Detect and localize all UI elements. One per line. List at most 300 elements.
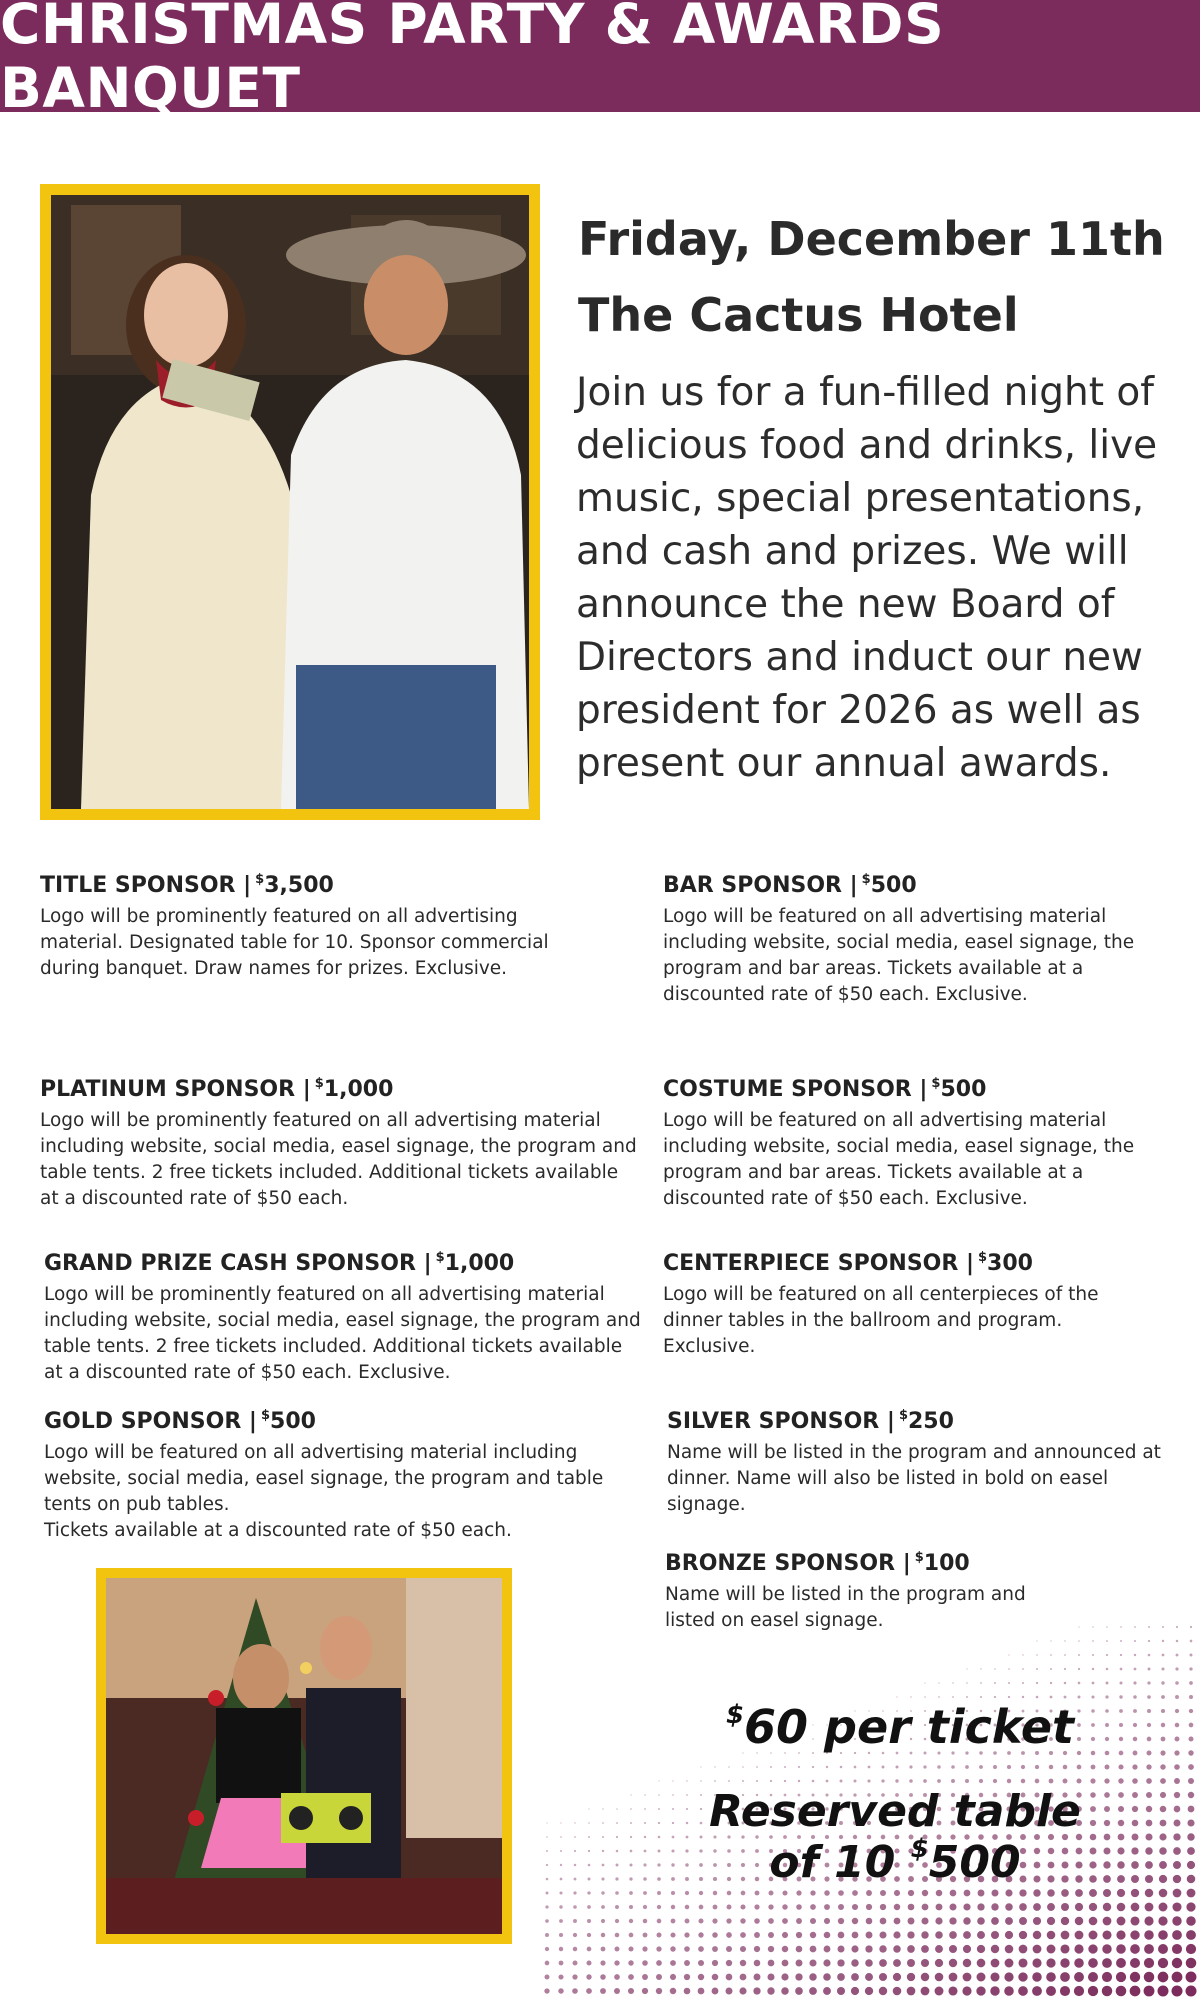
- halftone-dot: [644, 1822, 646, 1824]
- halftone-dot: [781, 1987, 789, 1995]
- halftone-dot: [1176, 1626, 1178, 1628]
- halftone-dot: [1008, 1654, 1009, 1655]
- halftone-dot: [670, 1960, 676, 1966]
- sponsor-grand-prize: [44, 1250, 644, 1386]
- halftone-dot: [1134, 1668, 1137, 1671]
- halftone-dot: [1106, 1626, 1108, 1628]
- sponsor-bar-name: BAR SPONSOR |: [663, 873, 858, 898]
- halftone-dot: [993, 1779, 997, 1783]
- halftone-dot: [1117, 1875, 1125, 1883]
- halftone-dot: [1120, 1668, 1123, 1671]
- halftone-dot: [1116, 1958, 1126, 1968]
- halftone-dot: [686, 1780, 687, 1781]
- halftone-dot: [1176, 1654, 1179, 1657]
- halftone-dot: [1060, 1972, 1070, 1982]
- halftone-dot: [977, 1945, 985, 1953]
- halftone-dot: [1061, 1903, 1069, 1911]
- halftone-dot: [854, 1766, 857, 1769]
- halftone-dot: [670, 1974, 676, 1980]
- halftone-dot: [1174, 1820, 1181, 1827]
- halftone-dot: [824, 1946, 831, 1953]
- halftone-dot: [1131, 1847, 1138, 1854]
- halftone-dot: [587, 1891, 590, 1894]
- halftone-dot: [991, 1931, 999, 1939]
- halftone-dot: [907, 1973, 915, 1981]
- halftone-dot: [1146, 1778, 1152, 1784]
- halftone-dot: [658, 1822, 660, 1824]
- halftone-dot: [656, 1960, 662, 1966]
- halftone-dot: [726, 1946, 732, 1952]
- halftone-dot: [1050, 1654, 1052, 1656]
- halftone-dot: [1188, 1764, 1194, 1770]
- halftone-dot: [573, 1933, 577, 1937]
- halftone-dot: [1119, 1681, 1122, 1684]
- halftone-dot: [1161, 1737, 1166, 1742]
- halftone-dot: [629, 1905, 633, 1909]
- halftone-dot: [1159, 1889, 1168, 1898]
- halftone-dot: [684, 1960, 690, 1966]
- halftone-dot: [851, 1987, 859, 1995]
- halftone-dot: [1088, 1972, 1098, 1982]
- halftone-dot: [546, 1850, 548, 1852]
- halftone-dot: [629, 1933, 634, 1938]
- halftone-dot: [1119, 1751, 1124, 1756]
- halftone-dot: [657, 1919, 662, 1924]
- halftone-dot: [1187, 1861, 1195, 1869]
- halftone-dot: [1174, 1764, 1180, 1770]
- halftone-dot: [1120, 1640, 1122, 1642]
- halftone-dot: [1186, 1986, 1197, 1997]
- halftone-dot: [921, 1931, 928, 1938]
- halftone-dot: [893, 1945, 901, 1953]
- halftone-dot: [560, 1836, 562, 1838]
- sponsor-silver: [667, 1408, 1187, 1518]
- halftone-dot: [546, 1836, 548, 1838]
- halftone-dot: [572, 1974, 577, 1979]
- halftone-dot: [921, 1945, 929, 1953]
- halftone-dot: [1174, 1792, 1180, 1798]
- halftone-dot: [740, 1904, 745, 1909]
- halftone-dot: [795, 1973, 802, 1980]
- halftone-dot: [1004, 1986, 1014, 1996]
- halftone-dot: [1118, 1764, 1123, 1769]
- halftone-dot: [854, 1780, 857, 1783]
- halftone-dot: [1105, 1737, 1109, 1741]
- halftone-dot: [935, 1959, 943, 1967]
- halftone-dot: [712, 1918, 717, 1923]
- halftone-dot: [1036, 1668, 1038, 1670]
- halftone-dot: [879, 1973, 887, 1981]
- halftone-dot: [796, 1904, 802, 1910]
- halftone-dot: [1047, 1917, 1055, 1925]
- halftone-dot: [838, 1904, 844, 1910]
- halftone-dot: [1172, 1986, 1183, 1997]
- halftone-dot: [1089, 1889, 1097, 1897]
- halftone-dot: [1130, 1958, 1140, 1968]
- sponsor-centerpiece: [663, 1250, 1103, 1360]
- halftone-dot: [1060, 1986, 1070, 1996]
- halftone-dot: [684, 1988, 691, 1995]
- halftone-dot: [1091, 1695, 1094, 1698]
- halftone-dot: [991, 1959, 1000, 1968]
- halftone-dot: [810, 1890, 815, 1895]
- sponsor-gold-amount: 500: [270, 1409, 316, 1434]
- sponsor-silver-currency: $: [898, 1408, 908, 1423]
- halftone-dot: [1187, 1833, 1194, 1840]
- halftone-dot: [1186, 1902, 1195, 1911]
- halftone-dot: [601, 1891, 604, 1894]
- halftone-dot: [1105, 1723, 1109, 1727]
- halftone-dot: [671, 1905, 675, 1909]
- halftone-dot: [1064, 1696, 1067, 1699]
- halftone-dot: [1174, 1806, 1181, 1813]
- halftone-dot: [894, 1918, 901, 1925]
- halftone-dot: [657, 1891, 661, 1895]
- halftone-dot: [1036, 1654, 1038, 1656]
- ticket-currency: $: [725, 1700, 745, 1730]
- halftone-dot: [672, 1780, 673, 1781]
- halftone-dot: [1189, 1667, 1192, 1670]
- halftone-dot: [935, 1945, 943, 1953]
- halftone-dot: [672, 1794, 674, 1796]
- halftone-dot: [573, 1961, 578, 1966]
- halftone-dot: [1145, 1847, 1152, 1854]
- halftone-dot: [1102, 1972, 1112, 1982]
- halftone-dot: [796, 1890, 801, 1895]
- halftone-dot: [907, 1931, 914, 1938]
- halftone-dot: [714, 1780, 716, 1782]
- halftone-dot: [1060, 1958, 1069, 1967]
- halftone-dot: [614, 1974, 620, 1980]
- halftone-dot: [1144, 1930, 1153, 1939]
- halftone-dot: [924, 1682, 925, 1683]
- sponsor-gold-name: GOLD SPONSOR |: [44, 1409, 257, 1434]
- halftone-dot: [657, 1905, 661, 1909]
- sponsor-grand-prize-currency: $: [435, 1250, 445, 1265]
- halftone-dot: [1188, 1736, 1193, 1741]
- halftone-dot: [949, 1917, 956, 1924]
- halftone-dot: [630, 1850, 633, 1853]
- halftone-dot: [784, 1766, 786, 1768]
- halftone-dot: [1147, 1695, 1151, 1699]
- halftone-dot: [588, 1836, 590, 1838]
- halftone-dot: [1019, 1889, 1026, 1896]
- halftone-dot: [1131, 1903, 1140, 1912]
- halftone-dot: [921, 1973, 929, 1981]
- halftone-dot: [1104, 1820, 1110, 1826]
- halftone-dot: [812, 1766, 814, 1768]
- halftone-dot: [991, 1903, 998, 1910]
- halftone-dot: [838, 1918, 844, 1924]
- sponsor-costume-currency: $: [931, 1076, 941, 1091]
- halftone-dot: [1004, 1972, 1013, 1981]
- halftone-dot: [1090, 1778, 1095, 1783]
- halftone-dot: [1046, 1958, 1055, 1967]
- halftone-dot: [1119, 1737, 1123, 1741]
- halftone-dot: [936, 1904, 943, 1911]
- halftone-dot: [866, 1890, 872, 1896]
- halftone-dot: [588, 1822, 590, 1824]
- halftone-dot: [1159, 1833, 1166, 1840]
- halftone-dot: [938, 1682, 939, 1683]
- halftone-dot: [963, 1959, 972, 1968]
- halftone-dot: [712, 1974, 719, 1981]
- halftone-dot: [1078, 1682, 1081, 1685]
- event-venue: The Cactus Hotel: [578, 288, 1019, 342]
- halftone-dot: [670, 1946, 675, 1951]
- halftone-dot: [658, 1808, 660, 1810]
- halftone-dot: [922, 1904, 929, 1911]
- halftone-dot: [838, 1890, 844, 1896]
- halftone-dot: [1033, 1931, 1041, 1939]
- halftone-dot: [993, 1765, 997, 1769]
- halftone-dot: [1133, 1709, 1137, 1713]
- halftone-dot: [907, 1959, 915, 1967]
- halftone-dot: [770, 1780, 772, 1782]
- halftone-dot: [965, 1779, 969, 1783]
- halftone-dot: [1102, 1944, 1111, 1953]
- halftone-dot: [573, 1891, 576, 1894]
- halftone-dot: [587, 1919, 591, 1923]
- halftone-dot: [910, 1696, 911, 1697]
- halftone-dot: [1173, 1889, 1182, 1898]
- halftone-dot: [1146, 1792, 1152, 1798]
- halftone-dot: [1161, 1695, 1165, 1699]
- halftone-dot: [1103, 1917, 1112, 1926]
- halftone-dot: [1190, 1640, 1193, 1643]
- halftone-dot: [657, 1933, 662, 1938]
- sponsor-gold-desc2: Tickets available at a discounted rate of $50 each.: [44, 1520, 512, 1541]
- halftone-dot: [1075, 1931, 1084, 1940]
- sponsor-gold: [44, 1408, 644, 1544]
- halftone-dot: [1147, 1751, 1152, 1756]
- sponsor-title-amount: 3,500: [264, 873, 334, 898]
- halftone-dot: [600, 1960, 605, 1965]
- halftone-dot: [1103, 1875, 1111, 1883]
- sponsor-platinum: [40, 1076, 640, 1212]
- halftone-dot: [671, 1863, 674, 1866]
- halftone-dot: [628, 1988, 634, 1994]
- halftone-dot: [573, 1947, 578, 1952]
- halftone-dot: [1047, 1945, 1056, 1954]
- halftone-dot: [1172, 1902, 1181, 1911]
- halftone-dot: [685, 1877, 689, 1881]
- halftone-dot: [1050, 1668, 1052, 1670]
- halftone-dot: [1074, 1986, 1084, 1996]
- halftone-dot: [1102, 1930, 1111, 1939]
- halftone-dot: [740, 1932, 746, 1938]
- halftone-dot: [698, 1988, 705, 1995]
- halftone-dot: [1035, 1765, 1039, 1769]
- halftone-dot: [937, 1765, 940, 1768]
- halftone-dot: [671, 1849, 674, 1852]
- sponsor-bar-heading: [663, 872, 1183, 898]
- halftone-dot: [558, 1974, 563, 1979]
- halftone-dot: [823, 1987, 831, 1995]
- halftone-dot: [768, 1904, 773, 1909]
- halftone-dot: [823, 1973, 831, 1981]
- halftone-dot: [1088, 1944, 1097, 1953]
- halftone-dot: [1118, 1806, 1124, 1812]
- halftone-dot: [1119, 1695, 1122, 1698]
- halftone-dot: [990, 1986, 999, 1995]
- halftone-dot: [769, 1891, 774, 1896]
- halftone-dot: [782, 1960, 789, 1967]
- halftone-dot: [1033, 1945, 1042, 1954]
- halftone-dot: [1036, 1696, 1039, 1699]
- halftone-dot: [1190, 1654, 1193, 1657]
- halftone-dot: [629, 1891, 633, 1895]
- halftone-dot: [796, 1918, 802, 1924]
- halftone-dot: [725, 1987, 732, 1994]
- halftone-dot: [837, 1959, 844, 1966]
- halftone-dot: [545, 1947, 549, 1951]
- halftone-dot: [810, 1904, 816, 1910]
- halftone-dot: [1175, 1667, 1178, 1670]
- halftone-dot: [865, 1987, 873, 1995]
- halftone-dot: [601, 1933, 605, 1937]
- halftone-dot: [1118, 1834, 1125, 1841]
- sponsor-silver-amount: 250: [908, 1409, 954, 1434]
- halftone-dot: [615, 1947, 620, 1952]
- halftone-dot: [546, 1864, 548, 1866]
- halftone-dot: [1102, 1958, 1112, 1968]
- halftone-dot: [728, 1766, 730, 1768]
- halftone-dot: [893, 1959, 901, 1967]
- halftone-dot: [796, 1960, 803, 1967]
- halftone-dot: [740, 1960, 746, 1966]
- halftone-dot: [1022, 1696, 1024, 1698]
- halftone-dot: [1130, 1972, 1140, 1982]
- halftone-dot: [879, 1931, 886, 1938]
- halftone-dot: [600, 1974, 606, 1980]
- halftone-dot: [1005, 1903, 1013, 1911]
- halftone-dot: [880, 1904, 886, 1910]
- sponsor-centerpiece-desc: Logo will be featured on all centerpieces of the dinner tables in the ballroom and program. Exclusive.: [663, 1284, 1099, 1357]
- halftone-dot: [1077, 1765, 1082, 1770]
- halftone-dot: [684, 1946, 690, 1952]
- halftone-dot: [1134, 1654, 1136, 1656]
- halftone-dot: [728, 1780, 730, 1782]
- halftone-dot: [1018, 1958, 1027, 1967]
- halftone-dot: [1005, 1945, 1014, 1954]
- halftone-dot: [1172, 1972, 1183, 1983]
- halftone-dot: [979, 1765, 983, 1769]
- halftone-dot: [686, 1808, 688, 1810]
- halftone-dot: [545, 1933, 549, 1937]
- halftone-dot: [782, 1946, 789, 1953]
- halftone-dot: [672, 1808, 674, 1810]
- halftone-dot: [1074, 1944, 1083, 1953]
- halftone-dot: [1032, 1986, 1042, 1996]
- halftone-dot: [545, 1961, 550, 1966]
- halftone-dot: [712, 1988, 719, 1995]
- halftone-dot: [921, 1917, 928, 1924]
- halftone-dot: [670, 1932, 675, 1937]
- halftone-dot: [1145, 1889, 1153, 1897]
- halftone-dot: [1005, 1917, 1013, 1925]
- sponsor-bronze-heading: [665, 1550, 1065, 1576]
- halftone-dot: [1033, 1903, 1041, 1911]
- halftone-dot: [1158, 1944, 1168, 1954]
- halftone-dot: [671, 1891, 675, 1895]
- sponsor-bronze-desc: Name will be listed in the program and listed on easel signage.: [665, 1584, 1026, 1631]
- halftone-dot: [1130, 1916, 1139, 1925]
- sponsor-silver-heading: [667, 1408, 1187, 1434]
- bottom-photo: [106, 1578, 502, 1934]
- halftone-dot: [1158, 1972, 1169, 1983]
- halftone-dot: [684, 1932, 689, 1937]
- halftone-dot: [950, 1890, 957, 1897]
- halftone-dot: [767, 1987, 774, 1994]
- halftone-dot: [798, 1780, 800, 1782]
- halftone-dot: [882, 1766, 885, 1769]
- halftone-dot: [741, 1891, 746, 1896]
- halftone-dot: [643, 1905, 647, 1909]
- sponsor-title-name: TITLE SPONSOR |: [40, 873, 252, 898]
- halftone-dot: [698, 1960, 704, 1966]
- halftone-dot: [1019, 1903, 1027, 1911]
- halftone-dot: [685, 1863, 689, 1867]
- halftone-dot: [1146, 1764, 1151, 1769]
- halftone-dot: [1173, 1833, 1180, 1840]
- halftone-dot: [559, 1947, 563, 1951]
- halftone-dot: [1158, 1930, 1168, 1940]
- halftone-dot: [601, 1947, 606, 1952]
- halftone-dot: [907, 1945, 915, 1953]
- halftone-dot: [768, 1946, 774, 1952]
- ticket-price-text: 60 per ticket: [744, 1700, 1075, 1754]
- halftone-dot: [700, 1766, 701, 1767]
- halftone-dot: [546, 1892, 549, 1895]
- halftone-dot: [686, 1794, 688, 1796]
- halftone-dot: [1161, 1723, 1165, 1727]
- halftone-dot: [753, 1987, 760, 1994]
- halftone-dot: [937, 1779, 941, 1783]
- halftone-dot: [600, 1988, 606, 1994]
- sponsor-title-desc: Logo will be prominently featured on all advertising material. Designated table for 10. Sponsor commercial during banquet. Draw names for prizes. Exclusive.: [40, 906, 549, 979]
- halftone-dot: [1036, 1682, 1038, 1684]
- halftone-dot: [588, 1808, 589, 1809]
- halftone-dot: [980, 1668, 981, 1669]
- halftone-dot: [686, 1836, 689, 1839]
- halftone-dot: [1021, 1765, 1025, 1769]
- halftone-dot: [726, 1960, 732, 1966]
- halftone-dot: [838, 1932, 845, 1939]
- halftone-dot: [586, 1960, 591, 1965]
- halftone-dot: [1174, 1778, 1180, 1784]
- halftone-dot: [1159, 1903, 1168, 1912]
- halftone-dot: [574, 1864, 577, 1867]
- halftone-dot: [615, 1919, 619, 1923]
- halftone-dot: [994, 1696, 996, 1698]
- halftone-dot: [544, 1988, 549, 1993]
- halftone-dot: [1173, 1847, 1181, 1855]
- halftone-dot: [1160, 1750, 1165, 1755]
- halftone-dot: [685, 1919, 690, 1924]
- halftone-dot: [784, 1780, 786, 1782]
- halftone-dot: [949, 1959, 957, 1967]
- halftone-dot: [714, 1766, 715, 1767]
- sponsor-bronze-name: BRONZE SPONSOR |: [665, 1551, 911, 1576]
- halftone-dot: [1046, 1972, 1056, 1982]
- ticket-price: [700, 1700, 1100, 1754]
- halftone-dot: [1116, 1930, 1125, 1939]
- halftone-dot: [558, 1988, 563, 1993]
- halftone-dot: [1144, 1958, 1154, 1968]
- halftone-dot: [1105, 1765, 1110, 1770]
- halftone-dot: [1019, 1917, 1027, 1925]
